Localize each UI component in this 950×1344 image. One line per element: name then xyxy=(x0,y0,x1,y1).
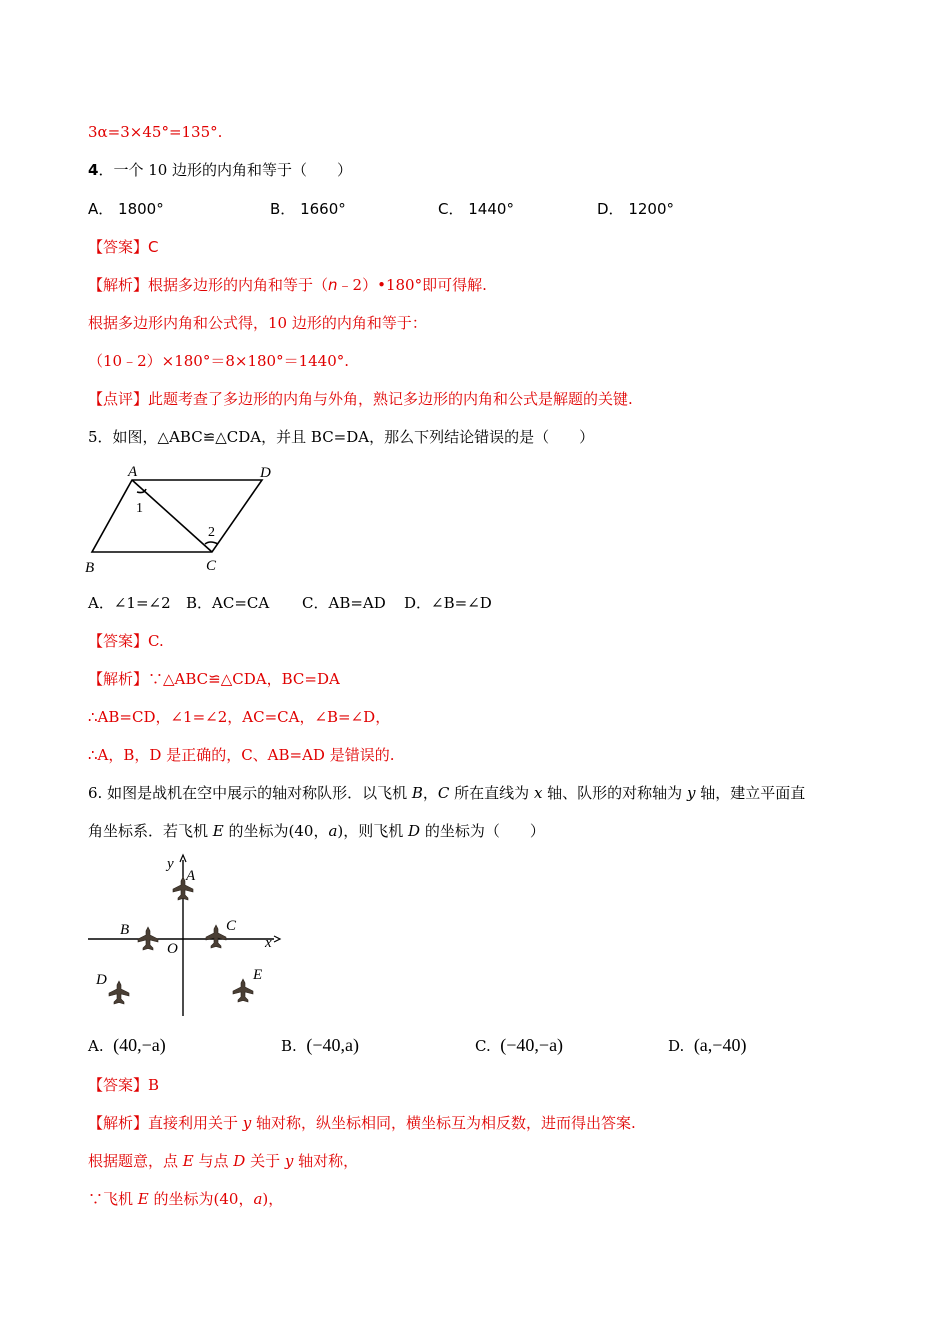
label-x: x xyxy=(265,935,272,951)
q4-option-a: A． 1800° xyxy=(88,200,164,218)
q6-analysis-line3: ∵飞机 E 的坐标为(40，a)， xyxy=(88,1190,284,1208)
q4-number: 4 xyxy=(88,161,99,179)
q4-comment: 【点评】此题考查了多边形的内角与外角，熟记多边形的内角和公式是解题的关键. xyxy=(88,390,633,408)
q6-formation-figure xyxy=(86,852,286,1020)
label-D: D xyxy=(96,972,107,988)
answer-value: C xyxy=(148,238,159,256)
answer-tag: 【答案】 xyxy=(88,238,149,256)
label-A: A xyxy=(128,464,138,480)
label-B: B xyxy=(85,560,95,576)
label-E: E xyxy=(253,967,263,983)
q6-option-a: A. (40,−a) xyxy=(88,1035,166,1055)
plane-b-icon xyxy=(138,927,158,950)
analysis-tag: 【解析】 xyxy=(88,276,149,294)
q5-stem: 5．如图，△ABC≌△CDA，并且 BC=DA，那么下列结论错误的是（ ） xyxy=(88,428,595,446)
analysis-tag: 【解析】 xyxy=(88,670,149,688)
q6-analysis-line2: 根据题意，点 E 与点 D 关于 y 轴对称， xyxy=(88,1152,359,1170)
answer-value: B xyxy=(148,1076,160,1094)
q4-stem xyxy=(88,159,352,181)
plane-c-icon xyxy=(206,925,226,948)
q5-option-b: B．AC=CA xyxy=(186,594,270,612)
q6-option-d: D. (a,−40) xyxy=(668,1035,747,1055)
q5-option-d: D．∠B=∠D xyxy=(404,594,492,612)
plane-e-icon xyxy=(233,979,253,1002)
q4-answer xyxy=(88,236,159,258)
label-B: B xyxy=(120,922,130,938)
prev-solution-line: 3α=3×45°=135°. xyxy=(88,123,223,141)
q5-analysis-line3: ∴A，B，D 是正确的，C、AB=AD 是错误的. xyxy=(88,746,395,764)
label-D: D xyxy=(260,465,271,481)
q4-stem-text: ．一个 10 边形的内角和等于（ ） xyxy=(98,161,353,179)
q6-option-c: C. (−40,−a) xyxy=(475,1035,564,1055)
angle2-arc xyxy=(205,542,218,544)
q6-analysis: 【解析】直接利用关于 y 轴对称，纵坐标相同，横坐标互为相反数，进而得出答案. xyxy=(88,1114,636,1132)
answer-tag: 【答案】 xyxy=(88,1076,149,1094)
q5-analysis: 【解析】∵△ABC≌△CDA，BC=DA xyxy=(88,670,340,688)
q4-option-d: D． 1200° xyxy=(597,200,675,218)
q4-option-c: C． 1440° xyxy=(438,200,514,218)
answer-value: C. xyxy=(148,632,164,650)
q6-option-b: B. (−40,a) xyxy=(281,1035,359,1055)
q4-option-b: B． 1660° xyxy=(270,200,346,218)
q5-option-c: C．AB=AD xyxy=(302,594,386,612)
q5-parallelogram-figure xyxy=(82,460,282,580)
q4-analysis-line3: （10﹣2）×180°＝8×180°＝1440°. xyxy=(88,352,350,370)
q6-stem-line1: 6. 如图是战机在空中展示的轴对称队形．以飞机 B，C 所在直线为 x 轴、队形的对称轴为 y 轴，建立平面直 xyxy=(88,784,806,802)
analysis-tag: 【解析】 xyxy=(88,1114,149,1132)
label-O: O xyxy=(167,941,178,957)
q6-answer xyxy=(88,1074,159,1096)
x-axis-arrow-icon xyxy=(274,936,280,942)
q4-analysis: 【解析】根据多边形的内角和等于（n﹣2）•180°即可得解. xyxy=(88,276,487,294)
q5-answer xyxy=(88,630,164,652)
comment-tag: 【点评】 xyxy=(88,390,149,408)
q4-analysis-line2: 根据多边形内角和公式得，10 边形的内角和等于： xyxy=(88,314,427,332)
plane-d-icon xyxy=(109,981,129,1004)
label-angle1: 1 xyxy=(136,501,143,516)
label-C: C xyxy=(226,918,237,934)
label-C: C xyxy=(206,558,217,574)
label-A: A xyxy=(186,868,196,884)
q5-analysis-line2: ∴AB=CD，∠1=∠2，AC=CA，∠B=∠D， xyxy=(88,708,391,726)
label-y: y xyxy=(167,856,174,872)
q6-stem-line2: 角坐标系．若飞机 E 的坐标为(40，a)，则飞机 D 的坐标为（ ） xyxy=(88,822,545,840)
label-angle2: 2 xyxy=(208,525,215,540)
answer-tag: 【答案】 xyxy=(88,632,149,650)
parallelogram-abcd xyxy=(92,480,262,552)
q5-option-a: A．∠1=∠2 xyxy=(88,594,171,612)
